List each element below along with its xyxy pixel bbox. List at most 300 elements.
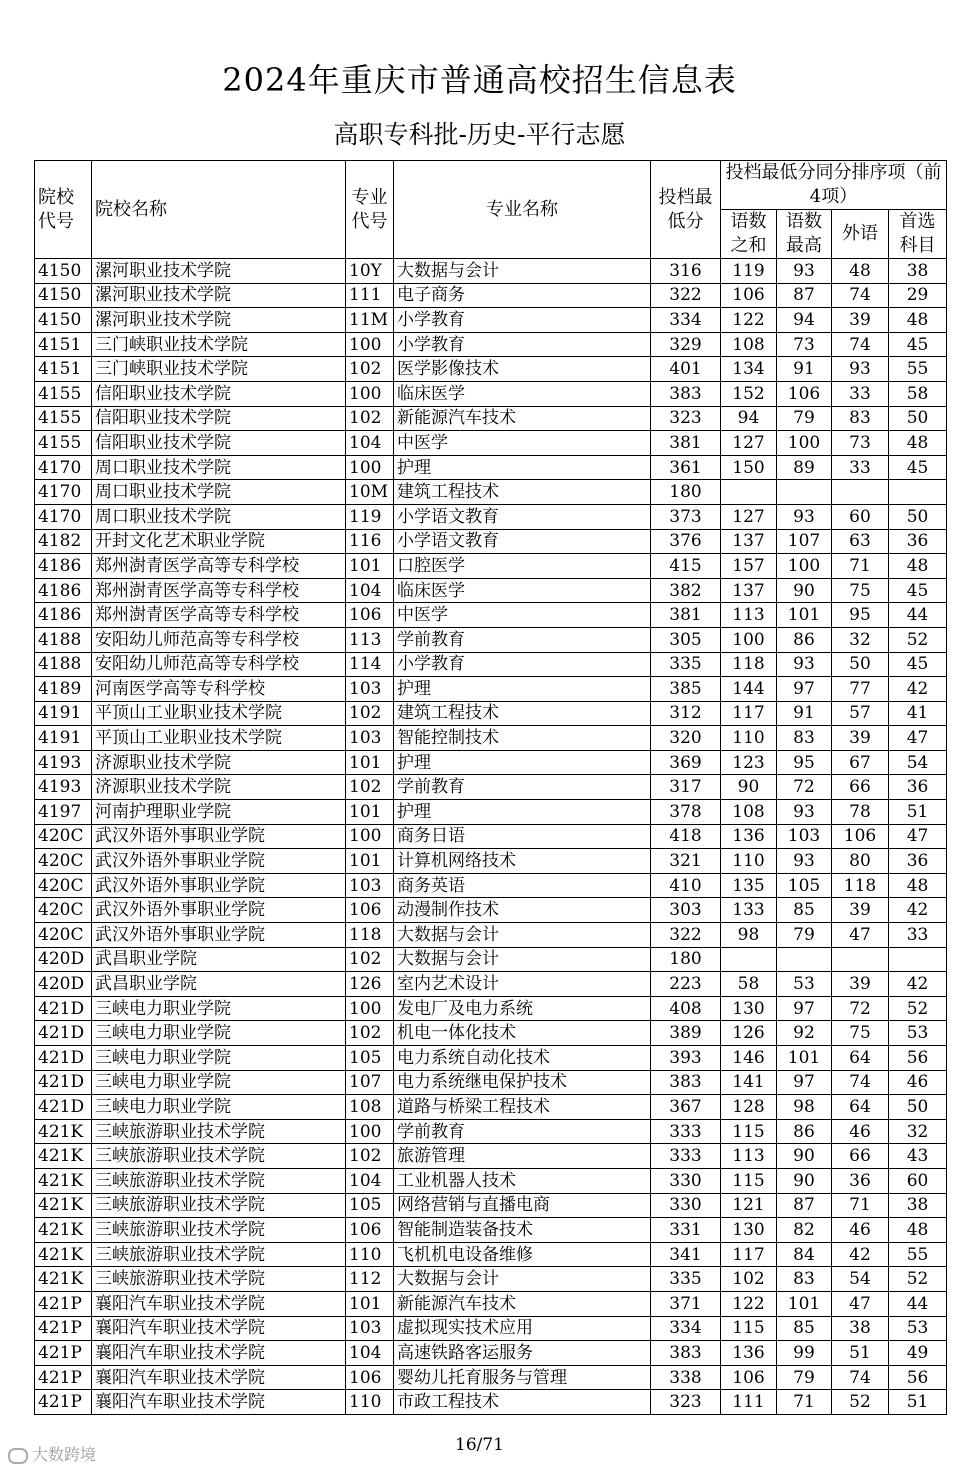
- table-cell: 100: [346, 455, 394, 480]
- table-cell: 130: [721, 1218, 777, 1243]
- table-cell: 101: [777, 603, 832, 628]
- table-row: [35, 603, 947, 628]
- table-cell: 421D: [35, 1095, 92, 1120]
- table-cell: 113: [346, 627, 394, 652]
- table-row: [35, 283, 947, 308]
- table-cell: 100: [346, 332, 394, 357]
- table-cell: 漯河职业技术学院: [92, 283, 346, 308]
- table-cell: 42: [889, 898, 947, 923]
- table-row: [35, 775, 947, 800]
- table-cell: 381: [651, 431, 721, 456]
- table-row: [35, 1242, 947, 1267]
- table-cell: 100: [777, 431, 832, 456]
- table-cell: 106: [346, 898, 394, 923]
- table-cell: 338: [651, 1365, 721, 1390]
- table-row: [35, 1390, 947, 1415]
- table-cell: 济源职业技术学院: [92, 750, 346, 775]
- table-cell: 10Y: [346, 259, 394, 284]
- table-cell: 104: [346, 1168, 394, 1193]
- table-cell: 商务日语: [394, 824, 651, 849]
- table-cell: 133: [721, 898, 777, 923]
- table-cell: 4151: [35, 332, 92, 357]
- table-cell: 408: [651, 996, 721, 1021]
- table-cell: 102: [721, 1267, 777, 1292]
- table-cell: 104: [346, 1341, 394, 1366]
- table-cell: 104: [346, 578, 394, 603]
- table-cell: 38: [889, 259, 947, 284]
- table-cell: 116: [346, 529, 394, 554]
- table-cell: 104: [346, 431, 394, 456]
- table-cell: 136: [721, 1341, 777, 1366]
- table-cell: 36: [832, 1168, 889, 1193]
- table-cell: 29: [889, 283, 947, 308]
- table-cell: 56: [889, 1365, 947, 1390]
- table-cell: 421K: [35, 1242, 92, 1267]
- table-cell: 110: [721, 726, 777, 751]
- table-cell: 33: [832, 455, 889, 480]
- table-row: [35, 554, 947, 579]
- table-cell: 87: [777, 1193, 832, 1218]
- table-cell: 119: [346, 504, 394, 529]
- table-row: [35, 1291, 947, 1316]
- table-cell: 三门峡职业技术学院: [92, 332, 346, 357]
- table-cell: 100: [721, 627, 777, 652]
- table-row: [35, 972, 947, 997]
- table-cell: 电力系统继电保护技术: [394, 1070, 651, 1095]
- table-cell: 101: [777, 1046, 832, 1071]
- table-cell: 105: [777, 873, 832, 898]
- table-row: [35, 652, 947, 677]
- table-cell: 103: [346, 873, 394, 898]
- page-subtitle: 高职专科批-历史-平行志愿: [333, 120, 626, 149]
- table-cell: 小学教育: [394, 332, 651, 357]
- table-cell: 周口职业技术学院: [92, 504, 346, 529]
- table-cell: 420C: [35, 849, 92, 874]
- table-cell: 152: [721, 381, 777, 406]
- table-cell: 418: [651, 824, 721, 849]
- table-cell: 334: [651, 308, 721, 333]
- table-cell: 4186: [35, 603, 92, 628]
- table-cell: 4188: [35, 652, 92, 677]
- table-cell: 74: [832, 1070, 889, 1095]
- table-cell: 331: [651, 1218, 721, 1243]
- table-cell: 113: [721, 603, 777, 628]
- table-cell: 小学教育: [394, 308, 651, 333]
- table-cell: 118: [346, 923, 394, 948]
- table-row: [35, 504, 947, 529]
- table-cell: 83: [777, 1267, 832, 1292]
- table-cell: 三峡旅游职业技术学院: [92, 1144, 346, 1169]
- table-cell: 大数据与会计: [394, 923, 651, 948]
- table-cell: 99: [777, 1341, 832, 1366]
- page-number: 16/71: [455, 1435, 504, 1455]
- table-cell: 4150: [35, 308, 92, 333]
- table-cell: 三峡旅游职业技术学院: [92, 1242, 346, 1267]
- table-row: [35, 1021, 947, 1046]
- table-row: [35, 898, 947, 923]
- table-cell: 64: [832, 1046, 889, 1071]
- table-cell: 信阳职业技术学院: [92, 406, 346, 431]
- header-foreign: 外语: [832, 210, 889, 259]
- table-cell: 大数据与会计: [394, 947, 651, 972]
- page-title: 2024年重庆市普通高校招生信息表: [222, 61, 737, 99]
- table-cell: 武昌职业学院: [92, 972, 346, 997]
- table-cell: 115: [721, 1168, 777, 1193]
- table-cell: 421D: [35, 1070, 92, 1095]
- table-cell: 102: [346, 775, 394, 800]
- table-cell: 济源职业技术学院: [92, 775, 346, 800]
- table-cell: 小学语文教育: [394, 529, 651, 554]
- table-cell: 74: [832, 332, 889, 357]
- table-cell: 415: [651, 554, 721, 579]
- table-cell: 106: [346, 603, 394, 628]
- table-cell: 42: [889, 677, 947, 702]
- table-cell: 临床医学: [394, 578, 651, 603]
- table-cell: 106: [721, 283, 777, 308]
- table-cell: 三峡旅游职业技术学院: [92, 1193, 346, 1218]
- table-cell: 4151: [35, 357, 92, 382]
- table-cell: 333: [651, 1144, 721, 1169]
- table-cell: 421P: [35, 1365, 92, 1390]
- table-cell: 420C: [35, 898, 92, 923]
- table-row: [35, 455, 947, 480]
- table-cell: 103: [777, 824, 832, 849]
- table-cell: 66: [832, 775, 889, 800]
- table-row: [35, 627, 947, 652]
- table-cell: 92: [777, 1021, 832, 1046]
- table-cell: 39: [832, 308, 889, 333]
- table-cell: 97: [777, 1070, 832, 1095]
- table-cell: 73: [832, 431, 889, 456]
- table-cell: 101: [346, 849, 394, 874]
- table-cell: 护理: [394, 677, 651, 702]
- table-cell: 303: [651, 898, 721, 923]
- weibo-icon: [8, 1448, 28, 1464]
- table-cell: 93: [777, 849, 832, 874]
- table-row: [35, 1144, 947, 1169]
- table-cell: 401: [651, 357, 721, 382]
- table-cell: 420C: [35, 824, 92, 849]
- table-cell: 50: [889, 406, 947, 431]
- table-cell: 学前教育: [394, 627, 651, 652]
- table-cell: 157: [721, 554, 777, 579]
- table-cell: 83: [777, 726, 832, 751]
- table-cell: 临床医学: [394, 381, 651, 406]
- table-cell: 385: [651, 677, 721, 702]
- table-cell: 378: [651, 800, 721, 825]
- table-cell: 开封文化艺术职业学院: [92, 529, 346, 554]
- table-cell: 73: [777, 332, 832, 357]
- header-sum: 语数之和: [721, 210, 777, 259]
- table-cell: 421P: [35, 1390, 92, 1415]
- table-cell: 134: [721, 357, 777, 382]
- table-cell: 53: [777, 972, 832, 997]
- table-cell: 144: [721, 677, 777, 702]
- header-first: 首选科目: [889, 210, 947, 259]
- table-cell: 110: [346, 1242, 394, 1267]
- table-row: [35, 1095, 947, 1120]
- table-cell: 63: [832, 529, 889, 554]
- table-cell: 80: [832, 849, 889, 874]
- table-cell: 421K: [35, 1119, 92, 1144]
- table-cell: 47: [832, 1291, 889, 1316]
- table-cell: 48: [889, 873, 947, 898]
- table-cell: 安阳幼儿师范高等专科学校: [92, 652, 346, 677]
- table-cell: 电力系统自动化技术: [394, 1046, 651, 1071]
- table-row: [35, 1193, 947, 1218]
- table-cell: 智能制造装备技术: [394, 1218, 651, 1243]
- table-cell: 网络营销与直播电商: [394, 1193, 651, 1218]
- table-cell: 57: [832, 701, 889, 726]
- table-cell: 106: [346, 1365, 394, 1390]
- table-cell: 123: [721, 750, 777, 775]
- table-cell: 4188: [35, 627, 92, 652]
- table-cell: 38: [832, 1316, 889, 1341]
- table-cell: 223: [651, 972, 721, 997]
- table-cell: 47: [889, 824, 947, 849]
- table-cell: 103: [346, 677, 394, 702]
- table-cell: 53: [889, 1316, 947, 1341]
- table-cell: 54: [889, 750, 947, 775]
- table-cell: 114: [346, 652, 394, 677]
- table-cell: 77: [832, 677, 889, 702]
- table-cell: 52: [889, 1267, 947, 1292]
- table-row: [35, 406, 947, 431]
- table-row: [35, 1267, 947, 1292]
- table-cell: 97: [777, 996, 832, 1021]
- table-cell: 4155: [35, 406, 92, 431]
- table-cell: 100: [346, 1119, 394, 1144]
- header-tie-group: 投档最低分同分排序项（前4项）: [721, 161, 947, 210]
- table-cell: 312: [651, 701, 721, 726]
- table-row: [35, 332, 947, 357]
- table-cell: 4186: [35, 578, 92, 603]
- table-cell: [721, 947, 777, 972]
- table-cell: 90: [721, 775, 777, 800]
- table-cell: 建筑工程技术: [394, 701, 651, 726]
- table-cell: 周口职业技术学院: [92, 455, 346, 480]
- table-cell: 36: [889, 849, 947, 874]
- table-cell: 393: [651, 1046, 721, 1071]
- table-row: [35, 578, 947, 603]
- table-cell: 75: [832, 1021, 889, 1046]
- table-cell: 54: [832, 1267, 889, 1292]
- table-row: [35, 996, 947, 1021]
- table-row: [35, 873, 947, 898]
- table-cell: 317: [651, 775, 721, 800]
- table-cell: 71: [777, 1390, 832, 1415]
- table-cell: 4155: [35, 431, 92, 456]
- table-cell: 141: [721, 1070, 777, 1095]
- table-cell: 389: [651, 1021, 721, 1046]
- table-cell: 41: [889, 701, 947, 726]
- table-cell: 361: [651, 455, 721, 480]
- table-cell: 4170: [35, 504, 92, 529]
- table-cell: 新能源汽车技术: [394, 406, 651, 431]
- table-cell: 82: [777, 1218, 832, 1243]
- table-cell: 421P: [35, 1291, 92, 1316]
- table-cell: 护理: [394, 800, 651, 825]
- table-cell: 86: [777, 1119, 832, 1144]
- table-cell: 102: [346, 357, 394, 382]
- table-cell: 371: [651, 1291, 721, 1316]
- table-cell: 322: [651, 923, 721, 948]
- table-cell: 39: [832, 898, 889, 923]
- table-cell: 4193: [35, 775, 92, 800]
- table-cell: 110: [721, 849, 777, 874]
- table-cell: 32: [832, 627, 889, 652]
- table-cell: 襄阳汽车职业技术学院: [92, 1390, 346, 1415]
- table-row: [35, 800, 947, 825]
- table-row: [35, 1341, 947, 1366]
- table-cell: 305: [651, 627, 721, 652]
- table-cell: [832, 480, 889, 505]
- table-cell: 383: [651, 1070, 721, 1095]
- table-cell: 101: [346, 554, 394, 579]
- table-cell: 中医学: [394, 603, 651, 628]
- table-cell: 襄阳汽车职业技术学院: [92, 1341, 346, 1366]
- table-cell: 98: [721, 923, 777, 948]
- table-cell: 316: [651, 259, 721, 284]
- table-cell: 44: [889, 603, 947, 628]
- table-cell: 146: [721, 1046, 777, 1071]
- table-cell: 虚拟现实技术应用: [394, 1316, 651, 1341]
- table-cell: [889, 480, 947, 505]
- table-row: [35, 1168, 947, 1193]
- table-cell: 95: [832, 603, 889, 628]
- table-cell: 三峡电力职业学院: [92, 1095, 346, 1120]
- table-cell: 4197: [35, 800, 92, 825]
- table-cell: 334: [651, 1316, 721, 1341]
- table-cell: 126: [721, 1021, 777, 1046]
- header-major-name: 专业名称: [394, 161, 651, 259]
- table-cell: 襄阳汽车职业技术学院: [92, 1291, 346, 1316]
- table-cell: 102: [346, 406, 394, 431]
- table-row: [35, 308, 947, 333]
- table-cell: 52: [832, 1390, 889, 1415]
- header-school-name: 院校名称: [92, 161, 346, 259]
- table-cell: 335: [651, 1267, 721, 1292]
- table-cell: 321: [651, 849, 721, 874]
- table-cell: [777, 480, 832, 505]
- table-cell: 55: [889, 1242, 947, 1267]
- table-cell: 三峡电力职业学院: [92, 1070, 346, 1095]
- table-cell: 93: [832, 357, 889, 382]
- table-cell: 58: [889, 381, 947, 406]
- table-cell: 102: [346, 947, 394, 972]
- table-row: [35, 357, 947, 382]
- table-cell: 367: [651, 1095, 721, 1120]
- table-cell: 46: [832, 1218, 889, 1243]
- table-cell: 410: [651, 873, 721, 898]
- table-cell: 86: [777, 627, 832, 652]
- table-cell: 43: [889, 1144, 947, 1169]
- table-cell: 45: [889, 455, 947, 480]
- table-cell: 323: [651, 1390, 721, 1415]
- table-cell: 122: [721, 308, 777, 333]
- table-cell: 83: [832, 406, 889, 431]
- table-cell: 335: [651, 652, 721, 677]
- table-cell: 襄阳汽车职业技术学院: [92, 1316, 346, 1341]
- table-cell: 4193: [35, 750, 92, 775]
- table-cell: 320: [651, 726, 721, 751]
- table-cell: 102: [346, 1021, 394, 1046]
- table-cell: 108: [721, 800, 777, 825]
- table-cell: 婴幼儿托育服务与管理: [394, 1365, 651, 1390]
- table-cell: 93: [777, 504, 832, 529]
- table-cell: 93: [777, 800, 832, 825]
- table-cell: 52: [889, 996, 947, 1021]
- table-cell: 421K: [35, 1218, 92, 1243]
- table-cell: 108: [721, 332, 777, 357]
- table-cell: 420C: [35, 923, 92, 948]
- table-row: [35, 701, 947, 726]
- table-cell: 小学语文教育: [394, 504, 651, 529]
- table-cell: 105: [346, 1193, 394, 1218]
- table-cell: 74: [832, 1365, 889, 1390]
- table-cell: 90: [777, 1168, 832, 1193]
- table-cell: 113: [721, 1144, 777, 1169]
- table-cell: 襄阳汽车职业技术学院: [92, 1365, 346, 1390]
- table-cell: 71: [832, 1193, 889, 1218]
- table-row: [35, 381, 947, 406]
- table-row: [35, 1365, 947, 1390]
- table-cell: 137: [721, 529, 777, 554]
- header-major-code: 专业代号: [346, 161, 394, 259]
- table-cell: 322: [651, 283, 721, 308]
- table-cell: 78: [832, 800, 889, 825]
- table-cell: 106: [777, 381, 832, 406]
- table-cell: 136: [721, 824, 777, 849]
- table-cell: 421K: [35, 1267, 92, 1292]
- watermark: 大数跨境: [8, 1442, 96, 1465]
- table-cell: 武汉外语外事职业学院: [92, 824, 346, 849]
- table-cell: 383: [651, 1341, 721, 1366]
- table-cell: 郑州澍青医学高等专科学校: [92, 578, 346, 603]
- table-cell: [721, 480, 777, 505]
- table-cell: 三峡旅游职业技术学院: [92, 1168, 346, 1193]
- table-cell: 室内艺术设计: [394, 972, 651, 997]
- table-cell: 安阳幼儿师范高等专科学校: [92, 627, 346, 652]
- table-cell: 48: [889, 308, 947, 333]
- table-cell: 341: [651, 1242, 721, 1267]
- table-row: [35, 431, 947, 456]
- table-cell: 122: [721, 1291, 777, 1316]
- table-cell: 医学影像技术: [394, 357, 651, 382]
- table-cell: 74: [832, 283, 889, 308]
- table-row: [35, 1316, 947, 1341]
- table-cell: 421D: [35, 1046, 92, 1071]
- table-cell: 127: [721, 504, 777, 529]
- table-cell: 漯河职业技术学院: [92, 259, 346, 284]
- table-cell: 4150: [35, 283, 92, 308]
- header-max: 语数最高: [777, 210, 832, 259]
- table-cell: 39: [832, 726, 889, 751]
- table-cell: 三峡旅游职业技术学院: [92, 1267, 346, 1292]
- table-cell: 道路与桥梁工程技术: [394, 1095, 651, 1120]
- table-cell: 421D: [35, 1021, 92, 1046]
- table-cell: 智能控制技术: [394, 726, 651, 751]
- table-cell: 工业机器人技术: [394, 1168, 651, 1193]
- table-cell: 4191: [35, 701, 92, 726]
- table-cell: 90: [777, 578, 832, 603]
- table-cell: 市政工程技术: [394, 1390, 651, 1415]
- table-cell: 71: [832, 554, 889, 579]
- table-cell: 小学教育: [394, 652, 651, 677]
- table-cell: 101: [346, 750, 394, 775]
- table-cell: 46: [889, 1070, 947, 1095]
- table-cell: 180: [651, 480, 721, 505]
